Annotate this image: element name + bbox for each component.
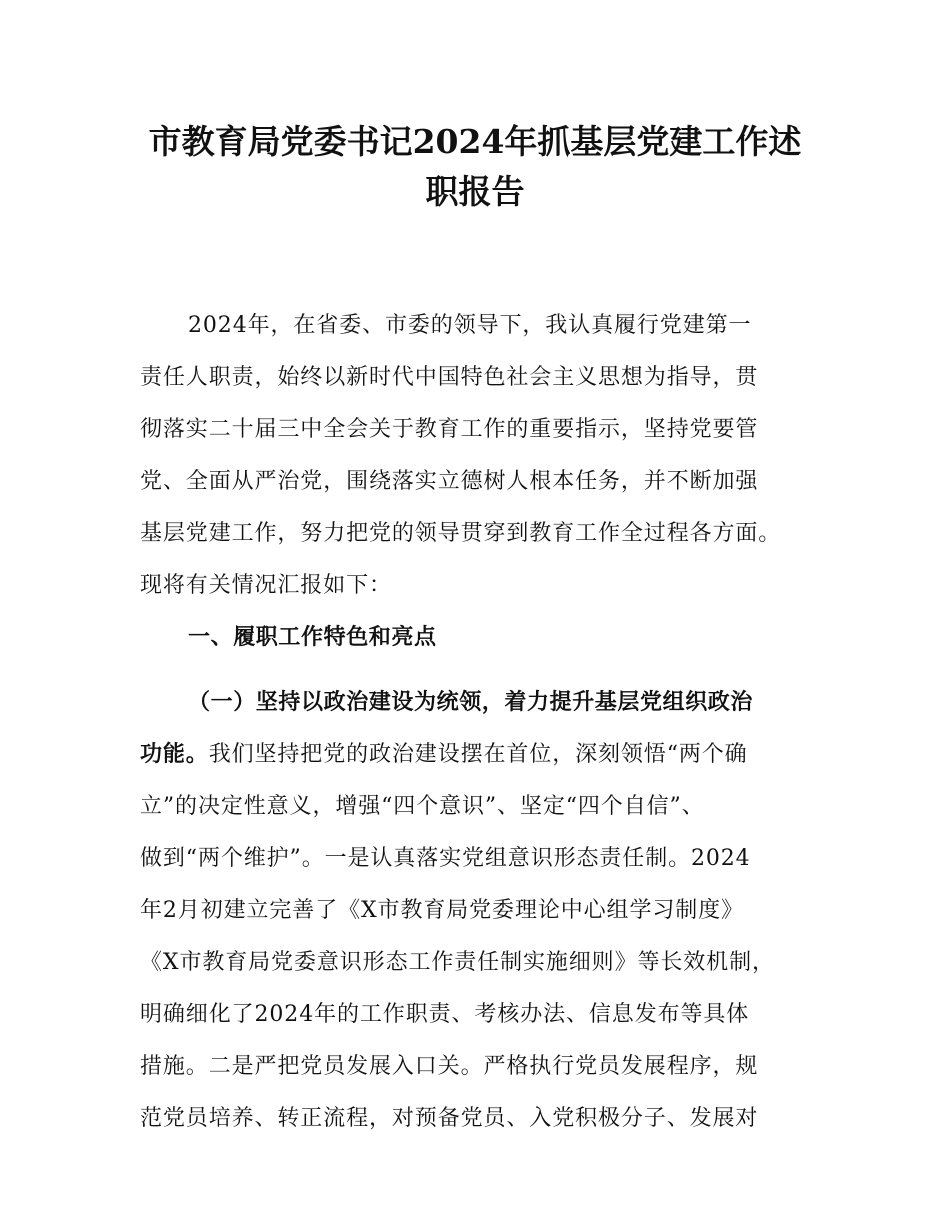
body-line: 措施。二是严把党员发展入口关。严格执行党员发展程序，规 xyxy=(140,1054,759,1079)
body-line: 年2月初建立完善了《X市教育局党委理论中心组学习制度》 xyxy=(140,898,744,923)
subsection-heading-end: 功能。 xyxy=(140,742,209,767)
body-line: 立”的决定性意义，增强“四个意识”、坚定“四个自信”、 xyxy=(140,794,705,819)
body-text: 我们坚持把党的政治建设摆在首位，深刻领悟“两个确 xyxy=(208,742,748,767)
document-title xyxy=(100,117,850,217)
subsection-heading: （一）坚持以政治建设为统领，着力提升基层党组织政治 xyxy=(188,690,754,715)
intro-line: 党、全面从严治党，围绕落实立德树人根本任务，并不断加强 xyxy=(140,469,759,494)
body-line: 范党员培养、转正流程，对预备党员、入党积极分子、发展对 xyxy=(140,1106,759,1131)
title-line-2: 职报告 xyxy=(425,172,525,211)
intro-line: 现将有关情况汇报如下： xyxy=(140,573,392,598)
intro-line: 2024年，在省委、市委的领导下，我认真履行党建第一 xyxy=(188,313,752,338)
title-line-1: 市教育局党委书记2024年抓基层党建工作述 xyxy=(148,122,802,161)
body-line: 《X市教育局党委意识形态工作责任制实施细则》等长效机制， xyxy=(140,950,775,975)
body-line: 做到“两个维护”。一是认真落实党组意识形态责任制。2024 xyxy=(140,846,751,871)
body-line: 明确细化了2024年的工作职责、考核办法、信息发布等具体 xyxy=(140,1002,750,1027)
intro-line: 责任人职责，始终以新时代中国特色社会主义思想为指导，贯 xyxy=(140,365,759,390)
subsection-line xyxy=(140,740,748,770)
intro-line: 基层党建工作，努力把党的领导贯穿到教育工作全过程各方面。 xyxy=(140,521,782,546)
section-heading: 一、履职工作特色和亮点 xyxy=(188,625,437,650)
intro-line: 彻落实二十届三中全会关于教育工作的重要指示，坚持党要管 xyxy=(140,417,759,442)
